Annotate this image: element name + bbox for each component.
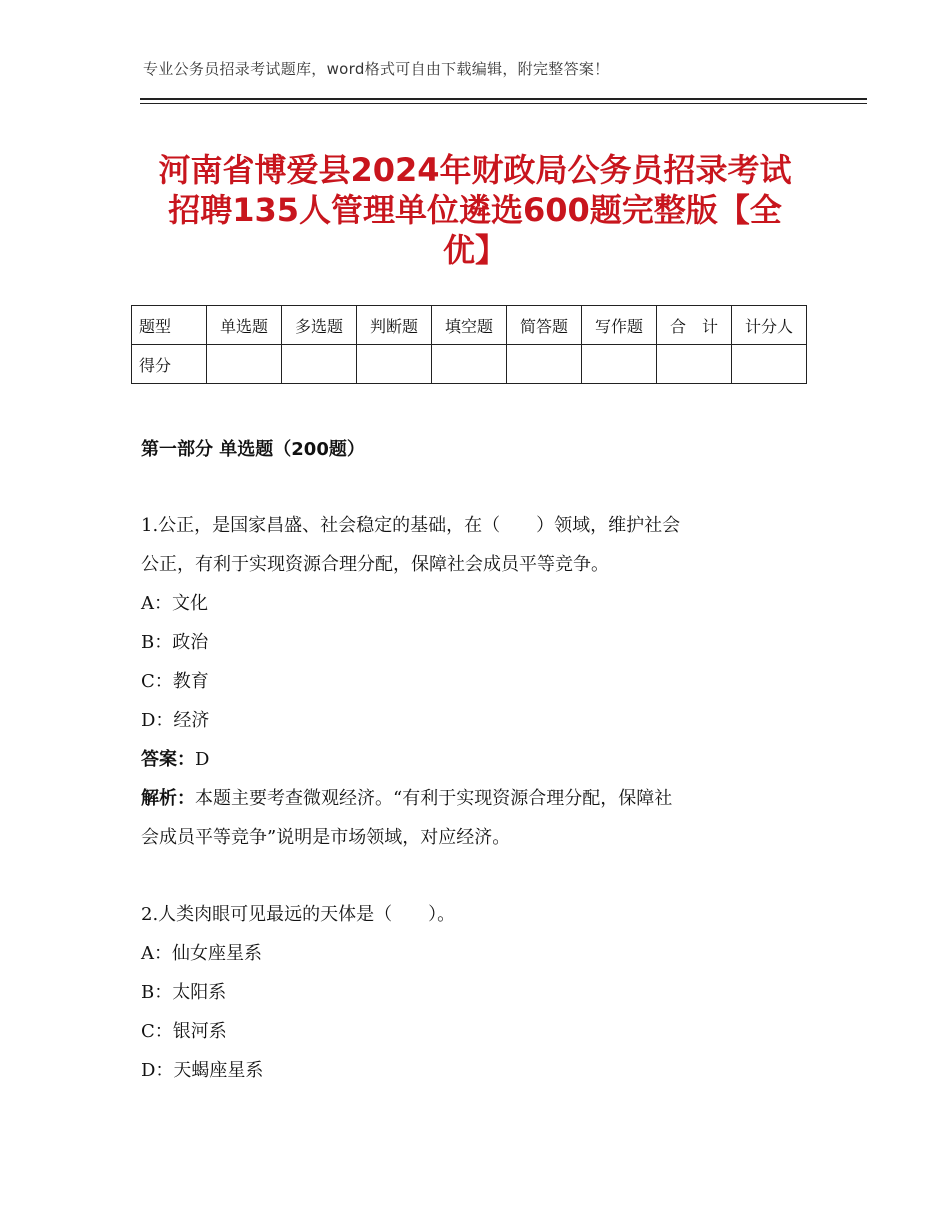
option-b: B：政治 xyxy=(141,632,209,653)
question-1 xyxy=(141,506,801,857)
score-value-row xyxy=(132,345,807,384)
option-d: D：经济 xyxy=(141,710,210,731)
score-input-cell[interactable] xyxy=(732,345,807,384)
option-a: A：仙女座星系 xyxy=(141,943,262,964)
table-cell: 单选题 xyxy=(207,306,282,345)
option-a: A：文化 xyxy=(141,593,208,614)
question-2 xyxy=(141,895,801,1090)
question-stem: 公正，有利于实现资源合理分配，保障社会成员平等竞争。 xyxy=(141,554,609,575)
answer-label: 答案： xyxy=(141,749,195,770)
analysis xyxy=(141,779,801,818)
title-line: 河南省博爱县2024年财政局公务员招录考试 xyxy=(158,151,792,189)
header-rule-thin xyxy=(140,103,867,104)
title-line: 优】 xyxy=(442,231,507,269)
score-header-row xyxy=(132,306,807,345)
title-line: 招聘135人管理单位遴选600题完整版【全 xyxy=(168,191,782,229)
answer xyxy=(141,740,801,779)
analysis-text: 本题主要考查微观经济。“有利于实现资源合理分配，保障社 xyxy=(195,788,673,809)
table-cell: 写作题 xyxy=(582,306,657,345)
document-title xyxy=(120,150,830,270)
option-c: C：教育 xyxy=(141,671,209,692)
score-input-cell[interactable] xyxy=(507,345,582,384)
question-stem: 1.公正，是国家昌盛、社会稳定的基础，在（ ）领域，维护社会 xyxy=(141,515,681,536)
option-c: C：银河系 xyxy=(141,1021,227,1042)
table-cell: 判断题 xyxy=(357,306,432,345)
table-cell: 得分 xyxy=(132,345,207,384)
section-title: 第一部分 单选题（200题） xyxy=(141,439,365,460)
answer-value: D xyxy=(195,749,210,770)
score-table xyxy=(131,305,807,384)
table-cell: 简答题 xyxy=(507,306,582,345)
table-cell: 计分人 xyxy=(732,306,807,345)
score-input-cell[interactable] xyxy=(432,345,507,384)
option-d: D：天蝎座星系 xyxy=(141,1060,264,1081)
header-note: 专业公务员招录考试题库，word格式可自由下载编辑，附完整答案！ xyxy=(143,60,610,78)
score-input-cell[interactable] xyxy=(657,345,732,384)
table-cell: 合 计 xyxy=(657,306,732,345)
table-cell: 多选题 xyxy=(282,306,357,345)
analysis-text: 会成员平等竞争”说明是市场领域，对应经济。 xyxy=(141,827,511,848)
score-input-cell[interactable] xyxy=(357,345,432,384)
analysis-label: 解析： xyxy=(141,788,195,809)
question-stem: 2.人类肉眼可见最远的天体是（ ）。 xyxy=(141,904,456,925)
table-cell: 填空题 xyxy=(432,306,507,345)
option-b: B：太阳系 xyxy=(141,982,227,1003)
score-input-cell[interactable] xyxy=(582,345,657,384)
table-cell: 题型 xyxy=(132,306,207,345)
header-rule xyxy=(140,98,867,100)
score-input-cell[interactable] xyxy=(282,345,357,384)
score-input-cell[interactable] xyxy=(207,345,282,384)
